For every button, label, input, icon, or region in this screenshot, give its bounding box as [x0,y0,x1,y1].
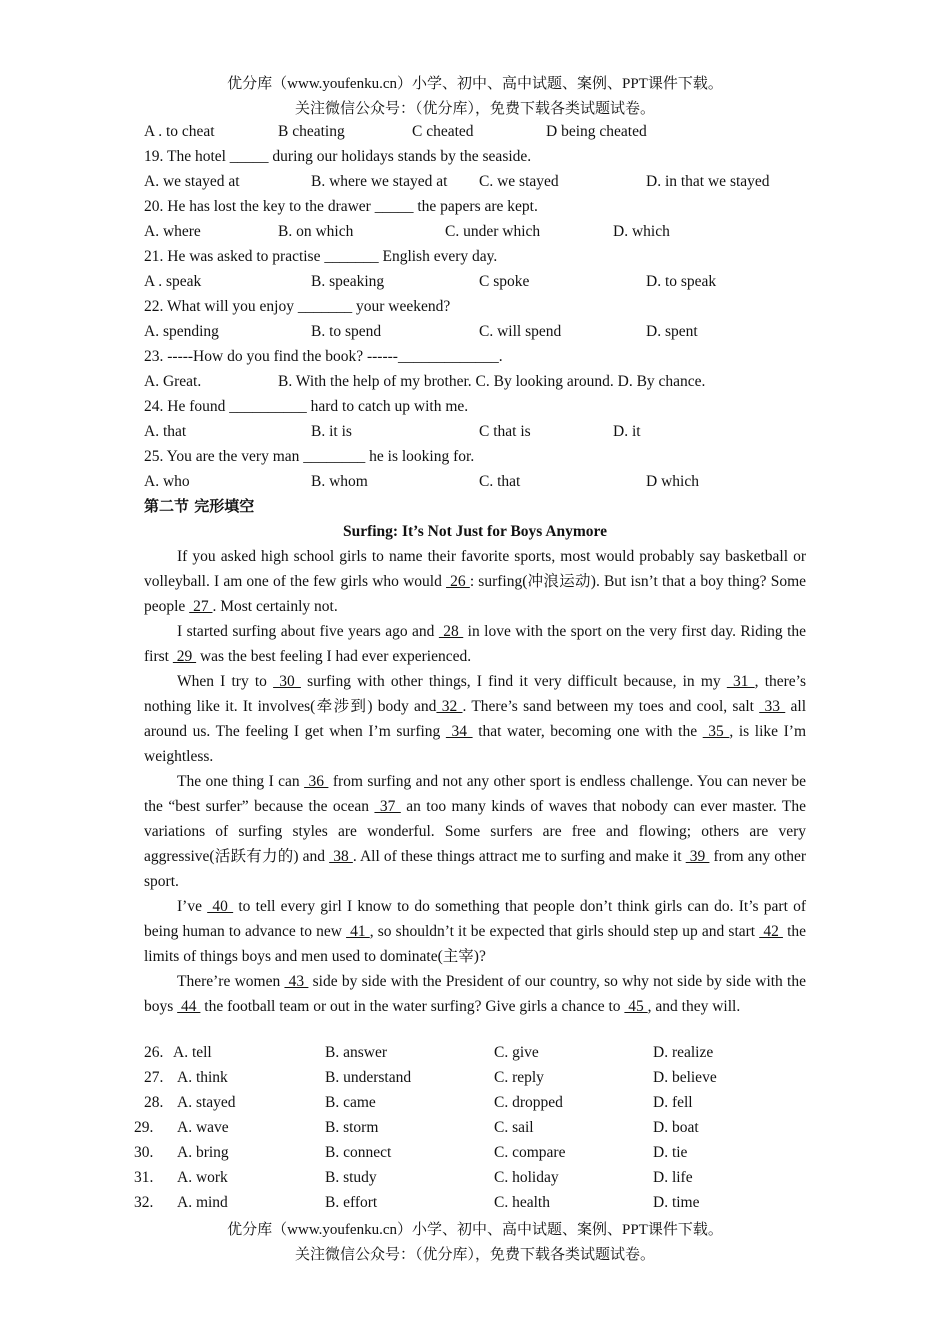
choice-row-31 [0,1165,950,1190]
blank-40: 40 [207,898,234,915]
option-b: B. it is [311,423,352,440]
choice-b: B. connect [325,1144,392,1161]
choice-b: B. came [325,1094,376,1111]
choice-b: B. answer [325,1044,387,1061]
footer-line-2: 关注微信公众号：（优分库），免费下载各类试题试卷。 [294,1247,655,1263]
choice-a: A. tell [173,1044,212,1061]
choice-c: C. reply [494,1069,544,1086]
choice-row-30 [0,1140,950,1165]
choice-d: D. realize [653,1044,714,1061]
blank-28: 28 [438,623,464,640]
option-a: A. Great. [144,373,202,390]
header-line-1: 优分库（www.youfenku.cn）小学、初中、高中试题、案例、PPT课件下载。 [227,76,723,92]
blank-31: 31 [726,673,755,690]
header-line-2: 关注微信公众号：（优分库），免费下载各类试题试卷。 [294,101,655,117]
passage-title: Surfing: It’s Not Just for Boys Anymore [342,523,608,540]
option-a: A. we stayed at [144,173,240,190]
choice-number: 29. [134,1119,154,1136]
choice-row-32 [0,1190,950,1215]
question-24-stem: 24. He found __________ hard to catch up with me. [144,398,469,415]
choice-d: D. fell [653,1094,693,1111]
choice-row-29 [0,1115,950,1140]
q18-options [144,119,806,144]
option-c: C cheated [412,123,474,140]
blank-39: 39 [685,848,710,865]
option-c: C spoke [479,273,530,290]
section-heading: 第二节 完形填空 [144,497,255,515]
choice-c: C. health [494,1194,550,1211]
choice-a: A. mind [177,1194,228,1211]
choice-row-28 [0,1090,950,1115]
choice-number: 31. [134,1169,154,1186]
choice-b: B. storm [325,1119,379,1136]
option-d: D. to speak [646,273,717,290]
blank-27: 27 [189,598,213,615]
choice-number: 30. [134,1144,154,1161]
question-21-options [144,269,806,294]
choice-c: C. dropped [494,1094,563,1111]
choice-c: C. sail [494,1119,534,1136]
option-a: A. who [144,473,190,490]
blank-38: 38 [329,848,353,865]
question-23-stem: 23. -----How do you find the book? ------_____________. [144,348,503,365]
choice-a: A. bring [177,1144,229,1161]
question-25-stem: 25. You are the very man ________ he is looking for. [144,448,475,465]
choice-a: A. wave [177,1119,229,1136]
option-d: D. spent [646,323,698,340]
question-20-stem: 20. He has lost the key to the drawer _____ the papers are kept. [144,198,538,215]
choice-a: A. stayed [177,1094,236,1111]
blank-37: 37 [374,798,401,815]
option-a: A. spending [144,323,219,340]
blank-36: 36 [304,773,329,790]
blank-35: 35 [702,723,730,740]
paragraph-3: When I try to 30 surfing with other things, I find it very difficult because, in my 31 , there’s nothing like it. It involves(牵涉到) body and 32 . There’s sand between my toes and cool, salt 33 all around us. The feeling I get when I’m surfing 34 that water, becoming one with the 35 , is like I’m weightless. [144,673,807,765]
option-a: A . to cheat [144,123,215,140]
blank-26: 26 [446,573,470,590]
paragraph-5: I’ve 40 to tell every girl I know to do something that people don’t think girls can do. It’s part of being human to advance to new 41 , so shouldn’t it be expected that girls should step up and start 42 the limits of things boys and men used to dominate(主宰)? [144,898,807,965]
choice-row-27 [0,1065,950,1090]
blank-32: 32 [436,698,463,715]
footer-line-1: 优分库（www.youfenku.cn）小学、初中、高中试题、案例、PPT课件下载。 [227,1222,723,1238]
choice-number: 27. [144,1069,164,1086]
option-d: D. which [613,223,670,240]
choice-d: D. boat [653,1119,699,1136]
question-22-options [144,319,806,344]
blank-42: 42 [759,923,783,940]
choice-a: A. think [177,1069,228,1086]
option-b: B. speaking [311,273,385,290]
question-21-stem: 21. He was asked to practise _______ English every day. [144,248,498,265]
blank-34: 34 [445,723,473,740]
option-d: D. it [613,423,641,440]
question-19-options [144,169,806,194]
choice-c: C. holiday [494,1169,559,1186]
blank-33: 33 [759,698,786,715]
choice-number: 32. [134,1194,154,1211]
choice-d: D. time [653,1194,700,1211]
option-c: C. under which [445,223,541,240]
blank-29: 29 [172,648,197,665]
option-b: B. to spend [311,323,382,340]
question-22-stem: 22. What will you enjoy _______ your weekend? [144,298,451,315]
option-a: A. where [144,223,201,240]
option-d: D. in that we stayed [646,173,770,190]
choice-d: D. believe [653,1069,717,1086]
choice-d: D. life [653,1169,693,1186]
paragraph-6: There’re women 43 side by side with the President of our country, so why not side by side with the boys 44 the football team or out in the water surfing? Give girls a chance to 45 , and they will. [144,973,806,1015]
option-c: C. that [479,473,521,490]
option-b: B. whom [311,473,368,490]
choice-number: 28. [144,1094,164,1111]
option-c: C. we stayed [479,173,559,190]
option-bcd: B. With the help of my brother. C. By looking around. D. By chance. [278,373,706,390]
option-a: A . speak [144,273,202,290]
choice-b: B. effort [325,1194,378,1211]
option-d: D being cheated [546,123,647,140]
questions-section [144,119,806,1019]
question-25-options [144,469,806,494]
option-a: A. that [144,423,187,440]
option-c: C. will spend [479,323,562,340]
question-23-options [144,369,806,394]
blank-41: 41 [346,923,370,940]
question-19-stem: 19. The hotel _____ during our holidays stands by the seaside. [144,148,532,165]
blank-44: 44 [177,998,201,1015]
blank-45: 45 [624,998,648,1015]
choice-d: D. tie [653,1144,688,1161]
option-b: B. where we stayed at [311,173,448,190]
option-d: D which [646,473,699,490]
choice-a: A. work [177,1169,228,1186]
question-20-options [144,219,806,244]
paragraph-1: If you asked high school girls to name their favorite sports, most would probably say basketball or volleyball. I am one of the few girls who would 26 : surfing(冲浪运动). But isn’t that a boy thing? Some people 27 . Most certainly not. [144,548,807,615]
choice-b: B. study [325,1169,377,1186]
choice-c: C. give [494,1044,539,1061]
choice-number: 26. [144,1044,164,1061]
blank-43: 43 [284,973,309,990]
option-c: C that is [479,423,531,440]
paragraph-4: The one thing I can 36 from surfing and not any other sport is endless challenge. You can never be the “best surfer” because the ocean 37 an too many kinds of waves that nobody can ever master. The variations of surfing styles are wonderful. Some surfers are free and flowing; others are very aggressive(活跃有力的) and 38 . All of these things attract me to surfing and make it 39 from any other sport. [144,773,807,890]
choice-b: B. understand [325,1069,412,1086]
paragraph-2: I started surfing about five years ago and 28 in love with the sport on the very first day. Riding the first 29 was the best feeling I had ever experienced. [144,623,806,665]
choice-row-26 [0,1040,950,1065]
choice-c: C. compare [494,1144,566,1161]
option-b: B. on which [278,223,354,240]
blank-30: 30 [273,673,301,690]
option-b: B cheating [278,123,345,140]
question-24-options [144,419,806,444]
